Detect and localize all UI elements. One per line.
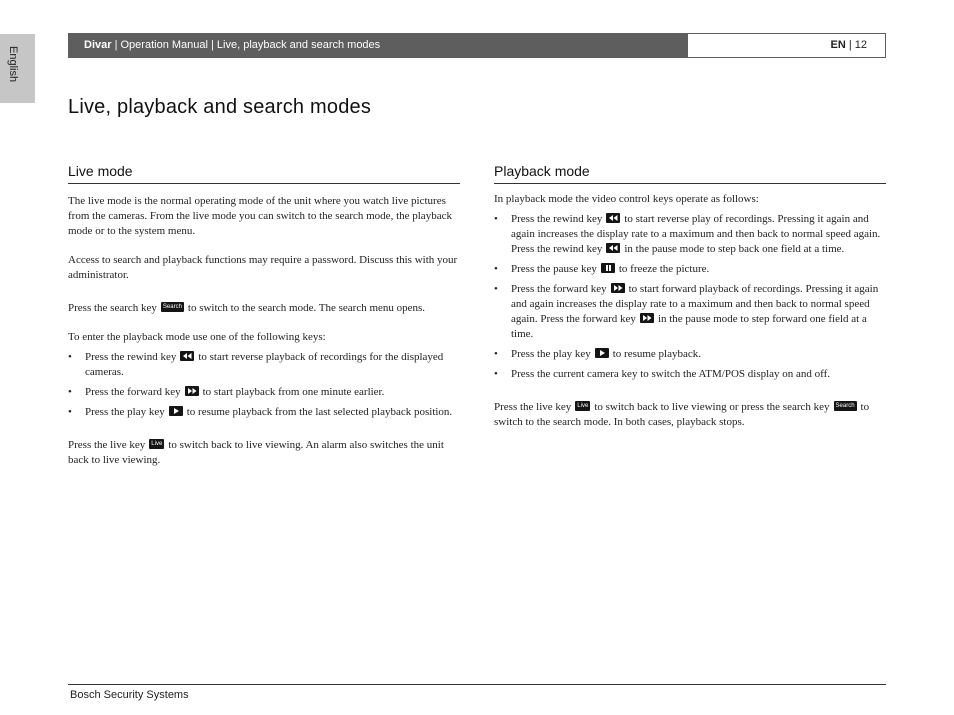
forward-key-icon <box>185 386 199 396</box>
text-run: Press the current camera key to switch the ATM/POS display on and off. <box>511 368 831 380</box>
header-page-number: | 12 <box>845 39 867 51</box>
live-key-icon: Live <box>151 441 163 448</box>
running-header <box>68 33 687 58</box>
list-item <box>68 350 460 380</box>
text-run: to resume playback. <box>612 348 702 360</box>
language-tab[interactable] <box>0 34 35 103</box>
live-mode-password-note: Access to search and playback functions may require a password. Discuss this with your administrator. <box>68 254 458 281</box>
text-run: Press the forward key <box>511 283 607 295</box>
text-run: to start reverse play of recordings. Pressing it again and again increases the display rate to a maximum and then back to normal speed again. Press the rewind key <box>511 213 881 255</box>
text-run: to switch back to live viewing or press the search key <box>594 401 830 413</box>
header-language: EN <box>830 39 846 51</box>
live-mode-search-instruction <box>68 301 460 316</box>
header-brand: Divar <box>84 39 112 51</box>
text-run: Press the live key <box>68 439 146 451</box>
text-run: Press the play key <box>85 406 165 418</box>
header-trail: | Operation Manual | Live, playback and search modes <box>111 39 381 51</box>
page-title: Live, playback and search modes <box>68 96 372 118</box>
rewind-key-icon <box>180 351 194 361</box>
search-key-icon: Search <box>162 304 182 311</box>
playback-mode-key-list <box>494 212 886 382</box>
language-tab-label: English <box>7 46 19 83</box>
list-item <box>494 347 886 362</box>
text-run: Press the search key <box>68 302 157 314</box>
play-key-icon <box>595 348 609 358</box>
page-number-box <box>687 33 886 58</box>
search-key-icon: Search <box>835 403 855 410</box>
list-item <box>494 212 886 257</box>
forward-key-icon <box>611 283 625 293</box>
playback-mode-title: Playback mode <box>494 164 886 184</box>
list-item <box>68 405 460 420</box>
live-key-icon: Live <box>577 403 589 410</box>
playback-mode-section <box>494 164 886 430</box>
rewind-key-icon <box>606 243 620 253</box>
text-run: in the pause mode to step back one field at a time. <box>624 243 845 255</box>
text-run: Press the rewind key <box>85 351 177 363</box>
forward-key-icon <box>640 313 654 323</box>
text-run: to start forward playback of recordings. Pressing it again and again increases the display rate to a maximum and then back to normal speed again. Press the forward key <box>511 283 879 325</box>
play-key-icon <box>169 406 183 416</box>
text-run: Press the play key <box>511 348 591 360</box>
text-run: in the pause mode to step forward one field at a time. <box>511 313 867 340</box>
rewind-key-icon <box>606 213 620 223</box>
playback-mode-intro: In playback mode the video control keys operate as follows: <box>494 193 759 205</box>
text-run: to freeze the picture. <box>618 263 710 275</box>
text-run: Press the rewind key <box>511 213 603 225</box>
live-mode-return-instruction <box>68 438 460 468</box>
live-mode-title: Live mode <box>68 164 460 184</box>
live-mode-key-list <box>68 350 460 420</box>
live-mode-playback-intro: To enter the playback mode use one of the following keys: <box>68 331 326 343</box>
pause-key-icon <box>601 263 615 273</box>
list-item <box>494 367 886 382</box>
text-run: to switch to the search mode. In both cases, playback stops. <box>494 401 870 428</box>
footer-company: Bosch Security Systems <box>70 689 189 701</box>
text-run: to start reverse playback of recordings for the displayed cameras. <box>85 351 444 378</box>
text-run: to switch back to live viewing. An alarm also switches the unit back to live viewing. <box>68 439 444 466</box>
list-item <box>494 262 886 277</box>
list-item <box>494 282 886 342</box>
text-run: to resume playback from the last selected playback position. <box>186 406 453 418</box>
text-run: Press the live key <box>494 401 572 413</box>
live-mode-section <box>68 164 460 468</box>
list-item <box>68 385 460 400</box>
text-run: to switch to the search mode. The search menu opens. <box>187 302 426 314</box>
text-run: Press the pause key <box>511 263 597 275</box>
live-mode-intro: The live mode is the normal operating mode of the unit where you watch live pictures from the cameras. From the live mode you can switch to the search mode, the playback mode or to the system menu. <box>68 195 452 237</box>
footer-divider <box>68 684 886 685</box>
text-run: to start playback from one minute earlier. <box>202 386 385 398</box>
text-run: Press the forward key <box>85 386 181 398</box>
playback-mode-exit-instruction <box>494 400 886 430</box>
